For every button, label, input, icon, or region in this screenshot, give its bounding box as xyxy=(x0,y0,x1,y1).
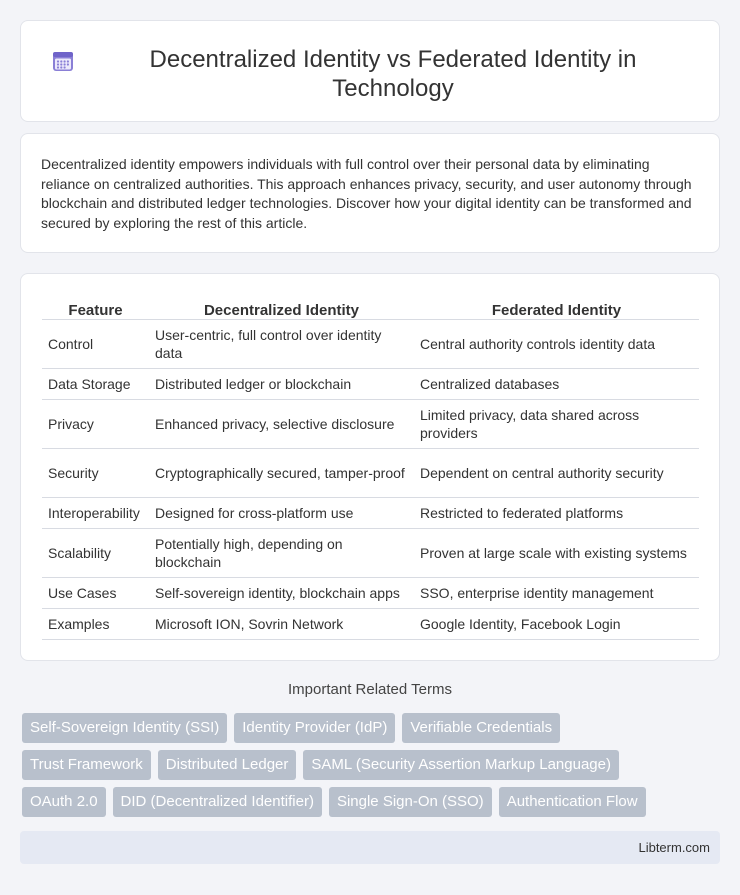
header-federated: Federated Identity xyxy=(414,294,699,319)
cell-federated: Central authority controls identity data xyxy=(414,319,699,368)
related-terms-title: Important Related Terms xyxy=(288,681,452,698)
cell-federated: Google Identity, Facebook Login xyxy=(414,608,699,639)
related-term-tag[interactable]: Authentication Flow xyxy=(499,787,646,817)
tag-row xyxy=(22,750,722,780)
title-wrap xyxy=(21,21,719,103)
cell-federated: Proven at large scale with existing systems xyxy=(414,528,699,577)
table-row xyxy=(42,448,699,497)
cell-federated: SSO, enterprise identity management xyxy=(414,577,699,608)
cell-feature: Security xyxy=(42,448,149,497)
cell-decentralized: Cryptographically secured, tamper-proof xyxy=(149,448,414,497)
cell-decentralized: Distributed ledger or blockchain xyxy=(149,368,414,399)
table-row xyxy=(42,608,699,639)
comparison-card xyxy=(20,273,720,661)
cell-decentralized: Designed for cross-platform use xyxy=(149,497,414,528)
title-card xyxy=(20,20,720,122)
footer-site-link[interactable]: Libterm.com xyxy=(638,840,710,855)
cell-decentralized: Self-sovereign identity, blockchain apps xyxy=(149,577,414,608)
related-term-tag[interactable]: DID (Decentralized Identifier) xyxy=(113,787,322,817)
table-header-row xyxy=(42,294,699,319)
table-row xyxy=(42,528,699,577)
cell-decentralized: Potentially high, depending on blockchain xyxy=(149,528,414,577)
calendar-grid-icon xyxy=(51,49,75,73)
footer xyxy=(20,831,720,864)
tag-row xyxy=(22,787,722,817)
cell-feature: Privacy xyxy=(42,399,149,448)
related-term-tag[interactable]: Trust Framework xyxy=(22,750,151,780)
cell-federated: Dependent on central authority security xyxy=(414,448,699,497)
related-terms-list xyxy=(22,713,722,824)
table-row xyxy=(42,577,699,608)
related-term-tag[interactable]: Distributed Ledger xyxy=(158,750,297,780)
intro-card xyxy=(20,133,720,253)
intro-paragraph: Decentralized identity empowers individuals with full control over their personal data by eliminating reliance on centralized authorities. This approach enhances privacy, security, and user autonomy through blockchain and distributed ledger technologies. Discover how your digital identity can be transformed and secured by exploring the rest of this article. xyxy=(41,156,692,231)
cell-decentralized: Microsoft ION, Sovrin Network xyxy=(149,608,414,639)
cell-feature: Interoperability xyxy=(42,497,149,528)
related-term-tag[interactable]: Identity Provider (IdP) xyxy=(234,713,395,743)
cell-feature: Examples xyxy=(42,608,149,639)
cell-feature: Control xyxy=(42,319,149,368)
comparison-table xyxy=(42,294,699,640)
cell-feature: Scalability xyxy=(42,528,149,577)
cell-decentralized: User-centric, full control over identity data xyxy=(149,319,414,368)
cell-federated: Centralized databases xyxy=(414,368,699,399)
cell-decentralized: Enhanced privacy, selective disclosure xyxy=(149,399,414,448)
cell-feature: Data Storage xyxy=(42,368,149,399)
related-term-tag[interactable]: Self-Sovereign Identity (SSI) xyxy=(22,713,227,743)
table-row xyxy=(42,399,699,448)
header-decentralized: Decentralized Identity xyxy=(149,294,414,319)
header-feature: Feature xyxy=(42,294,149,319)
table-row xyxy=(42,368,699,399)
cell-federated: Restricted to federated platforms xyxy=(414,497,699,528)
cell-federated: Limited privacy, data shared across providers xyxy=(414,399,699,448)
related-term-tag[interactable]: Verifiable Credentials xyxy=(402,713,560,743)
table-row xyxy=(42,497,699,528)
related-term-tag[interactable]: Single Sign-On (SSO) xyxy=(329,787,492,817)
related-term-tag[interactable]: OAuth 2.0 xyxy=(22,787,106,817)
cell-feature: Use Cases xyxy=(42,577,149,608)
table-row xyxy=(42,319,699,368)
tag-row xyxy=(22,713,722,743)
related-term-tag[interactable]: SAML (Security Assertion Markup Language) xyxy=(303,750,619,780)
page-title: Decentralized Identity vs Federated Identity in Technology xyxy=(149,46,637,102)
